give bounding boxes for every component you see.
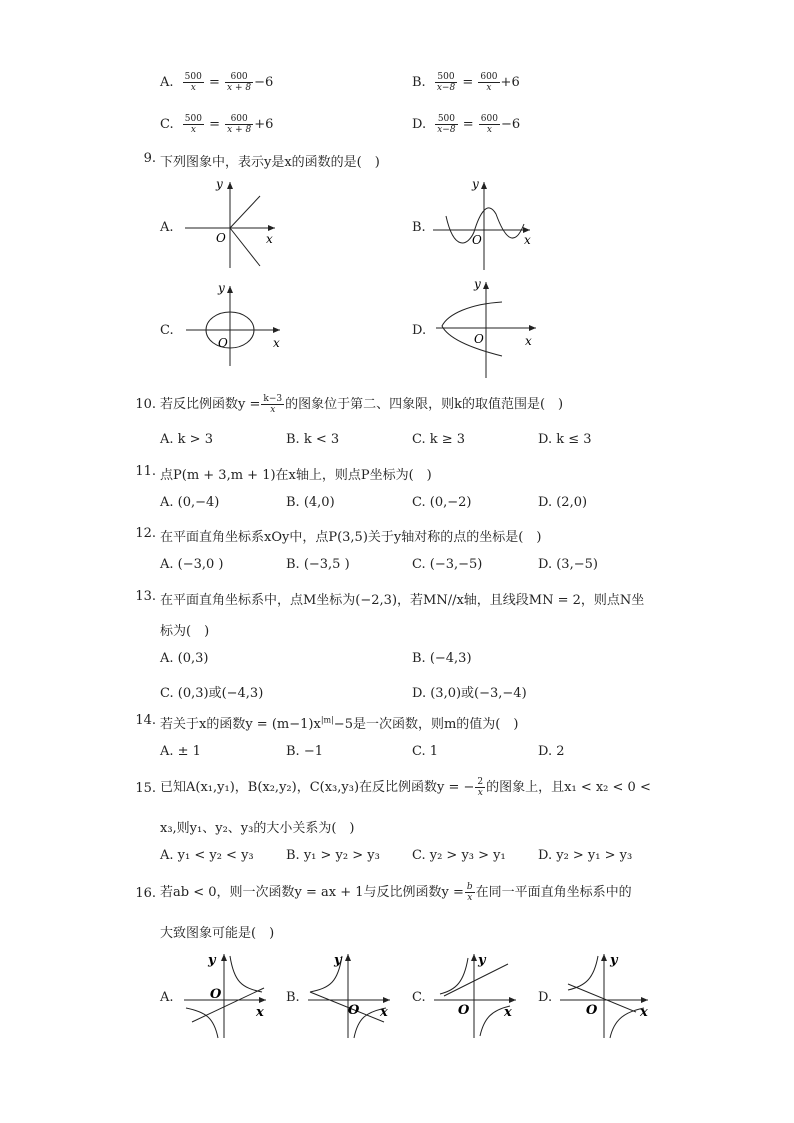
q13-option-a[interactable]: A. (0,3) xyxy=(160,651,209,666)
q11-number: 11. xyxy=(135,464,156,479)
q10-option-c[interactable]: C. k ≥ 3 xyxy=(412,432,466,447)
q14-option-a[interactable]: A. ± 1 xyxy=(160,744,201,759)
svg-text:O: O xyxy=(348,1003,360,1018)
svg-text:y: y xyxy=(472,177,479,191)
q14-text: 若关于x的函数$y = (m-1)x^{|m|}-5$是一次函数，则m的值为( ) xyxy=(160,715,519,732)
q8-option-d[interactable]: D. $\frac{500}{x-8}$ = $\frac{600}{x}$ −6 xyxy=(412,114,521,135)
q13-text-line2: 标为( ) xyxy=(160,624,210,639)
q10-option-d[interactable]: D. k ≤ 3 xyxy=(538,432,592,447)
svg-text:x: x xyxy=(273,336,280,350)
q8-option-a[interactable]: A. $\frac{500}{x}$ = $\frac{600}{x + 8}$ −6 xyxy=(160,72,274,93)
svg-text:y: y xyxy=(610,953,618,968)
svg-text:O: O xyxy=(474,332,484,346)
axis-y-label: y xyxy=(216,177,223,191)
q16-label-d[interactable]: D. xyxy=(538,990,553,1005)
axis-x-label: x xyxy=(266,232,273,246)
q12-option-a[interactable]: A. (−3,0 ) xyxy=(160,557,224,572)
q10-text: 若反比例函数y = $\frac{k-3}{x}$ 的图象位于第二、四象限，则k的取值范围是( ) xyxy=(160,394,564,415)
axis-origin-label: O xyxy=(216,231,226,245)
svg-text:y: y xyxy=(474,277,481,291)
q14-option-d[interactable]: D. 2 xyxy=(538,744,565,759)
q11-option-a[interactable]: A. (0,−4) xyxy=(160,495,220,510)
q10-option-a[interactable]: A. k > 3 xyxy=(160,432,213,447)
svg-text:O: O xyxy=(472,233,482,247)
svg-text:y: y xyxy=(334,953,342,968)
q15-option-b[interactable]: B. y₁ > y₂ > y₃ xyxy=(286,848,380,863)
q16-text-line1: 若ab < 0，则一次函数y = ax + 1与反比例函数y = $\frac{b}{x}$ 在同一平面直角坐标系中的 xyxy=(160,882,632,903)
q12-text: 在平面直角坐标系xOy中，点P(3,5)关于y轴对称的点的坐标是( ) xyxy=(160,530,542,545)
svg-text:x: x xyxy=(380,1005,388,1020)
q13-text-line1: 在平面直角坐标系中，点M坐标为(−2,3)，若MN//x轴，且线段MN = 2，则点N坐 xyxy=(160,593,645,608)
svg-text:O: O xyxy=(586,1003,598,1018)
q9-label-b[interactable]: B. xyxy=(412,220,426,235)
svg-text:y: y xyxy=(478,953,486,968)
svg-text:x: x xyxy=(256,1005,264,1020)
q9-label-a[interactable]: A. xyxy=(160,220,174,235)
q9-text: 下列图象中，表示y是x的函数的是( ) xyxy=(160,155,380,170)
q13-option-d[interactable]: D. (3,0)或(−3,−4) xyxy=(412,686,527,701)
q10-option-b[interactable]: B. k < 3 xyxy=(286,432,340,447)
q9-graph-a xyxy=(180,176,280,272)
q9-number: 9. xyxy=(143,151,156,166)
q12-number: 12. xyxy=(135,526,156,541)
q14-option-b[interactable]: B. −1 xyxy=(286,744,323,759)
svg-text:O: O xyxy=(210,987,222,1002)
q13-number: 13. xyxy=(135,589,156,604)
svg-text:y: y xyxy=(218,281,225,295)
q15-option-a[interactable]: A. y₁ < y₂ < y₃ xyxy=(160,848,254,863)
q16-graph-c xyxy=(430,948,522,1040)
svg-text:x: x xyxy=(524,233,531,247)
svg-text:x: x xyxy=(525,334,532,348)
q8-option-c[interactable]: C. $\frac{500}{x}$ = $\frac{600}{x + 8}$ +6 xyxy=(160,114,274,135)
svg-text:O: O xyxy=(218,336,228,350)
q16-number: 16. xyxy=(135,886,156,901)
q14-option-c[interactable]: C. 1 xyxy=(412,744,439,759)
q15-number: 15. xyxy=(135,781,156,796)
q15-option-d[interactable]: D. y₂ > y₁ > y₃ xyxy=(538,848,633,863)
q16-label-a[interactable]: A. xyxy=(160,990,174,1005)
q9-label-d[interactable]: D. xyxy=(412,323,427,338)
q16-graph-d xyxy=(556,948,656,1040)
q16-graph-a xyxy=(180,948,272,1040)
svg-text:y: y xyxy=(208,953,216,968)
q12-option-d[interactable]: D. (3,−5) xyxy=(538,557,598,572)
q15-text-line2: x₃,则y₁、y₂、y₃的大小关系为( ) xyxy=(160,821,355,836)
q12-option-b[interactable]: B. (−3,5 ) xyxy=(286,557,350,572)
q15-option-c[interactable]: C. y₂ > y₃ > y₁ xyxy=(412,848,506,863)
svg-text:O: O xyxy=(458,1003,470,1018)
svg-text:x: x xyxy=(504,1005,512,1020)
q14-number: 14. xyxy=(135,713,156,728)
q16-graph-b xyxy=(304,948,396,1040)
q15-text-line1: 已知A(x₁,y₁)，B(x₂,y₂)，C(x₃,y₃)在反比例函数y = − $\frac{2}{x}$ 的图象上，且x₁ < x₂ < 0 < xyxy=(160,777,651,798)
q9-label-c[interactable]: C. xyxy=(160,323,174,338)
q16-label-b[interactable]: B. xyxy=(286,990,300,1005)
q13-option-c[interactable]: C. (0,3)或(−4,3) xyxy=(160,686,264,701)
q11-option-c[interactable]: C. (0,−2) xyxy=(412,495,472,510)
q11-option-b[interactable]: B. (4,0) xyxy=(286,495,335,510)
q9-graph-d xyxy=(430,274,542,382)
q9-graph-b xyxy=(428,174,538,274)
q16-text-line2: 大致图象可能是( ) xyxy=(160,926,275,941)
q13-option-b[interactable]: B. (−4,3) xyxy=(412,651,472,666)
q12-option-c[interactable]: C. (−3,−5) xyxy=(412,557,483,572)
svg-text:x: x xyxy=(640,1005,648,1020)
q16-label-c[interactable]: C. xyxy=(412,990,426,1005)
q9-graph-c xyxy=(180,280,290,370)
q11-text: 点P(m + 3,m + 1)在x轴上，则点P坐标为( ) xyxy=(160,468,432,483)
q11-option-d[interactable]: D. (2,0) xyxy=(538,495,588,510)
q10-number: 10. xyxy=(135,397,156,412)
q8-option-b[interactable]: B. $\frac{500}{x-8}$ = $\frac{600}{x}$ +6 xyxy=(412,72,520,93)
